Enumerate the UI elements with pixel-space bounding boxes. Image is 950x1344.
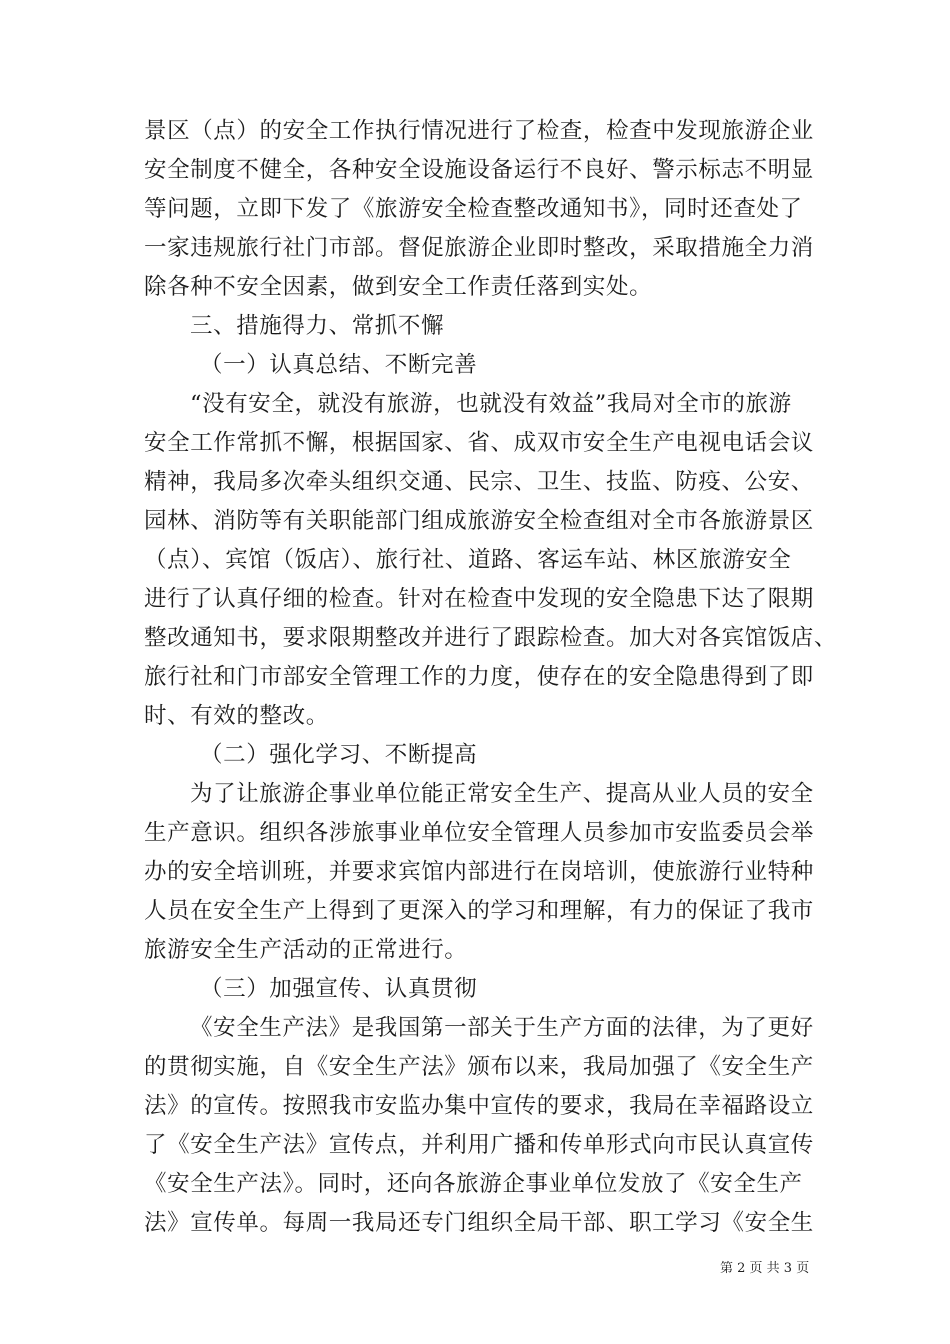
body-text-line: 等问题，立即下发了《旅游安全检查整改通知书》，同时还查处了 (144, 196, 803, 222)
body-text-line: 时、有效的整改。 (144, 703, 329, 729)
body-text-line: 的贯彻实施，自《安全生产法》颁布以来，我局加强了《安全生产 (144, 1054, 814, 1080)
body-text-line: 办的安全培训班，并要求宾馆内部进行在岗培训，使旅游行业特种 (144, 859, 814, 885)
body-text-line: 旅行社和门市部安全管理工作的力度，使存在的安全隐患得到了即 (144, 664, 814, 690)
body-text-line: 安全制度不健全，各种安全设施设备运行不良好、警示标志不明显 (144, 157, 814, 183)
body-text-line: 《安全生产法》。同时，还向各旅游企事业单位发放了《安全生产 (144, 1171, 803, 1197)
body-text-line: 园林、消防等有关职能部门组成旅游安全检查组对全市各旅游景区 (144, 508, 814, 534)
subsection-heading: （二）强化学习、不断提高 (200, 742, 478, 768)
subsection-heading: （三）加强宣传、认真贯彻 (200, 976, 478, 1002)
body-text-line: “没有安全，就没有旅游，也就没有效益”我局对全市的旅游 (190, 391, 792, 417)
body-text-line: 人员在安全生产上得到了更深入的学习和理解，有力的保证了我市 (144, 898, 814, 924)
body-text-line: 旅游安全生产活动的正常进行。 (144, 937, 468, 963)
body-text-line: 安全工作常抓不懈，根据国家、省、成双市安全生产电视电话会议 (144, 430, 814, 456)
body-text-line: 一家违规旅行社门市部。督促旅游企业即时整改，采取措施全力消 (144, 235, 814, 261)
body-text-line: 《安全生产法》是我国第一部关于生产方面的法律，为了更好 (190, 1015, 814, 1041)
body-text-line: 法》的宣传。按照我市安监办集中宣传的要求，我局在幸福路设立 (144, 1093, 814, 1119)
subsection-heading: （一）认真总结、不断完善 (200, 352, 478, 378)
body-text-line: 为了让旅游企事业单位能正常安全生产、提高从业人员的安全 (190, 781, 814, 807)
section-heading: 三、措施得力、常抓不懈 (190, 313, 445, 339)
body-text-line: 整改通知书，要求限期整改并进行了跟踪检查。加大对各宾馆饭店、 (144, 625, 838, 651)
body-text-line: （点）、宾馆（饭店）、旅行社、道路、客运车站、林区旅游安全 (144, 547, 792, 573)
body-text-line: 进行了认真仔细的检查。针对在检查中发现的安全隐患下达了限期 (144, 586, 814, 612)
body-text-line: 了《安全生产法》宣传点，并利用广播和传单形式向市民认真宣传 (144, 1132, 814, 1158)
page-number-footer: 第 2 页 共 3 页 (720, 1261, 810, 1276)
body-text-line: 生产意识。组织各涉旅事业单位安全管理人员参加市安监委员会举 (144, 820, 814, 846)
body-text-line: 景区（点）的安全工作执行情况进行了检查，检查中发现旅游企业 (144, 118, 814, 144)
body-text-line: 精神，我局多次牵头组织交通、民宗、卫生、技监、防疫、公安、 (144, 469, 814, 495)
body-text-line: 除各种不安全因素，做到安全工作责任落到实处。 (144, 274, 653, 300)
body-text-line: 法》宣传单。每周一我局还专门组织全局干部、职工学习《安全生 (144, 1210, 814, 1236)
